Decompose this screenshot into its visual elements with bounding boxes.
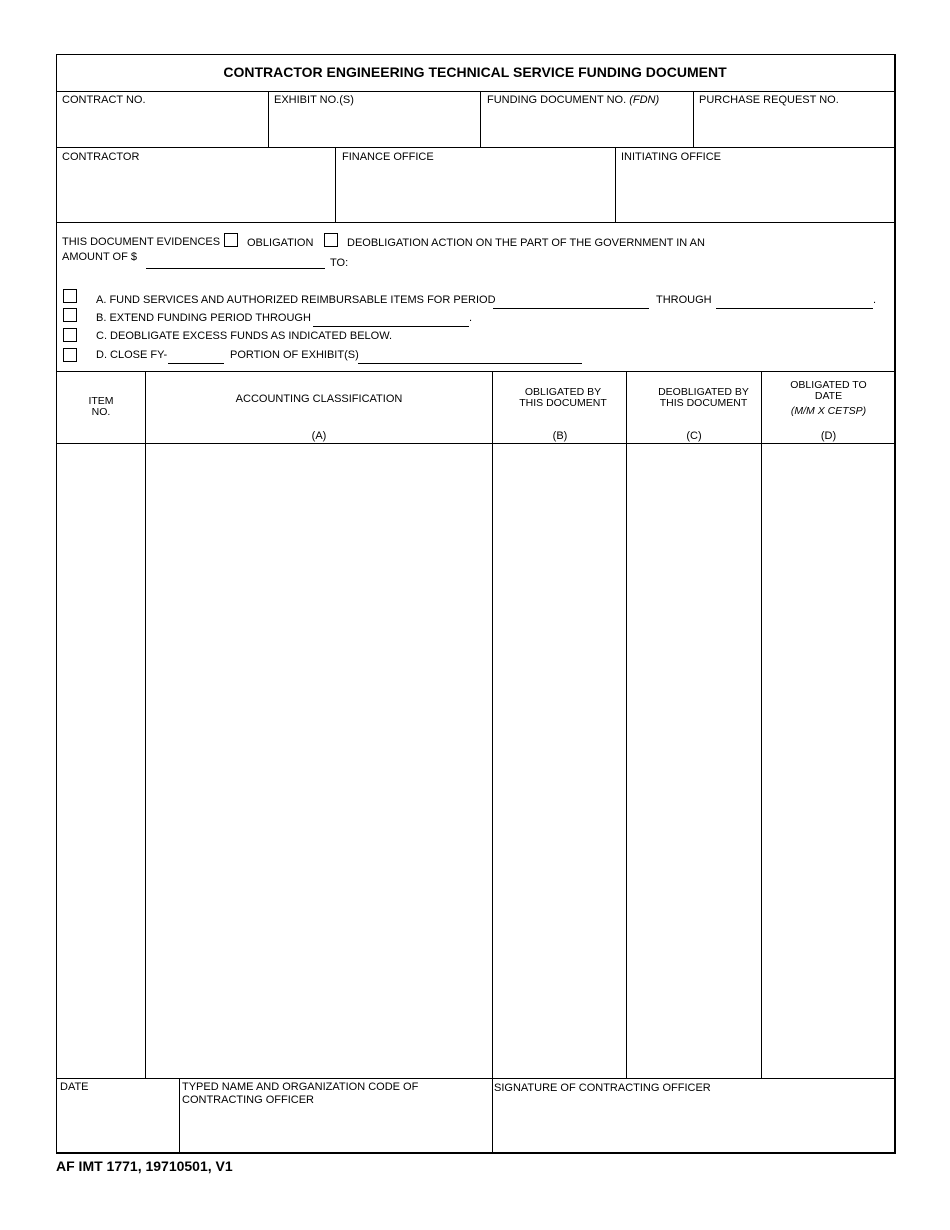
item-no-header [57,396,145,418]
divider [57,222,895,223]
initiating-office-field[interactable] [616,165,894,221]
date-field[interactable] [57,1096,178,1152]
obligated-header [493,387,633,409]
funding-doc-no-label [487,94,659,107]
item-no-line1: ITEM [88,395,114,407]
contract-no-field[interactable] [57,108,268,147]
amount-label: AMOUNT OF $ [62,251,137,263]
typed-name-line1: TYPED NAME AND ORGANIZATION CODE OF [182,1081,419,1093]
deobligated-line2: THIS DOCUMENT [659,397,748,409]
option-b-label: B. EXTEND FUNDING PERIOD THROUGH [96,312,311,324]
extend-through-field[interactable] [313,326,469,327]
portion-label: PORTION OF EXHIBIT(S) [230,349,359,361]
divider [57,371,895,372]
evidence-prefix: THIS DOCUMENT EVIDENCES [62,236,221,248]
signature-label: SIGNATURE OF CONTRACTING OFFICER [494,1082,711,1094]
finance-office-label: FINANCE OFFICE [342,151,434,163]
item-no-column-field[interactable] [57,444,145,1078]
initiating-office-label: INITIATING OFFICE [621,151,722,163]
deobligation-label: DEOBLIGATION ACTION ON THE PART OF THE GOVERNMENT IN AN [347,237,705,249]
amount-field[interactable] [146,268,325,269]
option-c-checkbox[interactable] [63,328,77,342]
col-d-label: (D) [820,430,837,442]
divider [57,1078,895,1079]
funding-doc-no-field[interactable] [481,108,692,147]
purchase-request-no-field[interactable] [694,108,894,147]
obligation-label: OBLIGATION [247,237,314,249]
contract-no-label: CONTRACT NO. [62,94,146,106]
contractor-label: CONTRACTOR [62,151,140,163]
contractor-field[interactable] [57,165,335,221]
to-date-line1: OBLIGATED TO [790,379,867,391]
deobligated-header [631,387,776,409]
exhibit-no-label: EXHIBIT NO.(S) [274,94,354,106]
deobligated-column-field[interactable] [627,444,761,1078]
purchase-request-no-label: PURCHASE REQUEST NO. [699,94,839,106]
form-number: AF IMT 1771, 19710501, V1 [56,1158,233,1174]
deobligated-line1: DEOBLIGATED BY [658,386,749,398]
exhibits-field[interactable] [358,363,582,364]
through-label: THROUGH [656,294,712,306]
obligated-line1: OBLIGATED BY [524,386,602,398]
item-no-line2: NO. [91,406,111,418]
option-a-checkbox[interactable] [63,289,77,303]
period-start-field[interactable] [493,308,649,309]
col-c-label: (C) [686,430,702,442]
date-label: DATE [60,1081,89,1093]
typed-name-field[interactable] [180,1108,491,1152]
signature-field[interactable] [493,1096,894,1152]
accounting-header: ACCOUNTING CLASSIFICATION [235,393,403,405]
typed-name-line2: CONTRACTING OFFICER [182,1094,314,1106]
deobligation-checkbox[interactable] [324,233,338,247]
finance-office-field[interactable] [336,165,614,221]
obligation-checkbox[interactable] [224,233,238,247]
to-date-line2: DATE [814,390,843,402]
col-b-label: (B) [552,430,568,442]
period-end-field[interactable] [716,308,873,309]
form-title: CONTRACTOR ENGINEERING TECHNICAL SERVICE FUNDING DOCUMENT [223,64,727,80]
col-a-label: (A) [311,430,327,442]
option-a-end: . [873,294,877,306]
option-b-end: . [469,312,473,324]
option-d-checkbox[interactable] [63,348,77,362]
divider [57,91,895,92]
divider [57,147,895,148]
to-label: TO: [330,257,349,269]
funding-doc-abbr: (FDN) [629,94,660,106]
option-a-label: A. FUND SERVICES AND AUTHORIZED REIMBURSABLE ITEMS FOR PERIOD [96,294,496,306]
to-date-line3: (M/M X CETSP) [790,405,867,417]
obligated-column-field[interactable] [493,444,626,1078]
typed-name-label [182,1081,418,1107]
to-date-column-field[interactable] [762,444,894,1078]
funding-doc-no-text: FUNDING DOCUMENT NO. [487,94,627,106]
option-c-label: C. DEOBLIGATE EXCESS FUNDS AS INDICATED BELOW. [96,330,393,342]
exhibit-no-field[interactable] [269,108,480,147]
option-d-label: D. CLOSE FY- [96,349,168,361]
fiscal-year-field[interactable] [168,363,224,364]
option-b-checkbox[interactable] [63,308,77,322]
obligated-line2: THIS DOCUMENT [519,397,607,409]
accounting-column-field[interactable] [146,444,492,1078]
to-date-header [762,380,895,417]
